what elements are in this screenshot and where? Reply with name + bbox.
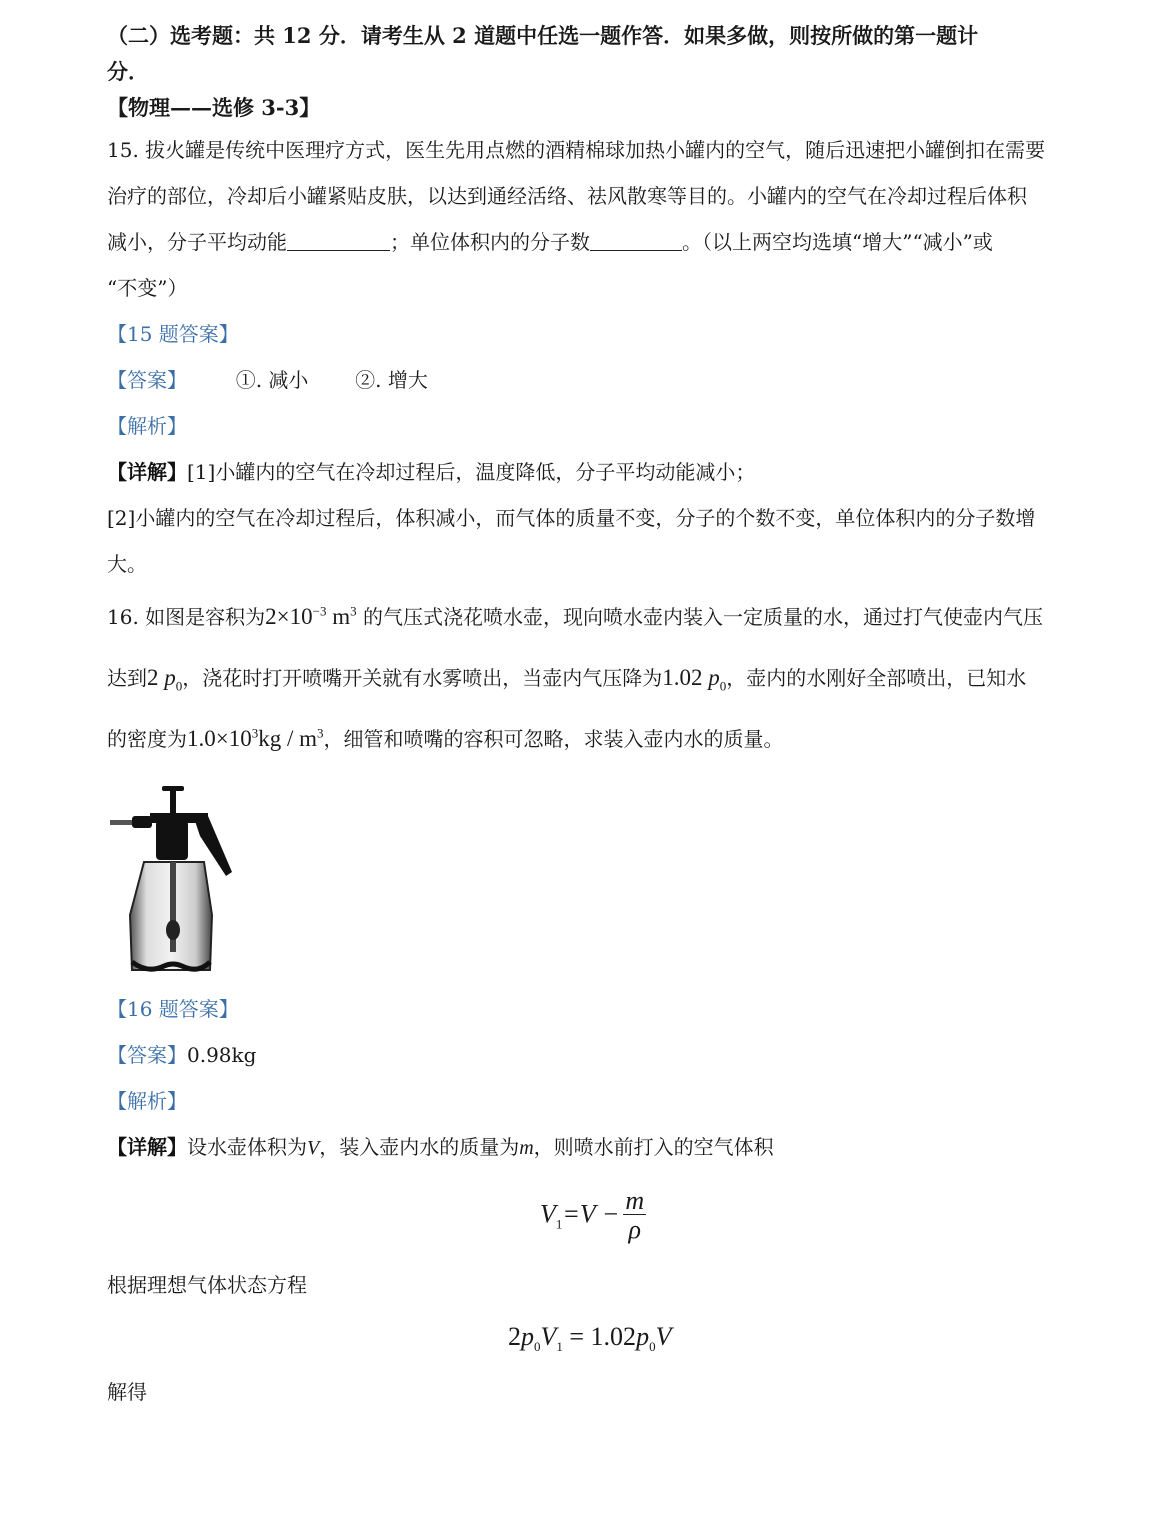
q15-detail-1 (107, 458, 755, 486)
q15-detail-1-text: [1]小罐内的空气在冷却过程后，温度降低，分子平均动能减小； (187, 460, 756, 484)
q15-answer-1: ①. 减小 (235, 368, 309, 392)
q15-analysis-label: 【解析】 (107, 414, 187, 438)
q16-l2-b: ，浇花时打开喷嘴开关就有水雾喷出，当壶内气压降为 (182, 666, 663, 690)
q16-p1-sub: 0 (175, 678, 183, 694)
eq2-p2: p (636, 1322, 650, 1351)
q15-text-line1: 15. 拔火罐是传统中医理疗方式，医生先用点燃的酒精棉球加热小罐内的空气，随后迅速把小罐倒扣在需要 (107, 138, 1046, 162)
q15-blank-1[interactable] (287, 230, 390, 251)
eq2-v-sub: 1 (556, 1339, 563, 1355)
q16-detail-label: 【详解】 (107, 1135, 187, 1159)
q16-text-line3 (107, 725, 784, 753)
q16-volume-math (265, 604, 356, 629)
q16-l3-b: ，细管和喷嘴的容积可忽略，求装入壶内水的质量。 (323, 727, 784, 751)
q15-detail-2: [2]小罐内的空气在冷却过程后，体积减小，而气体的质量不变，分子的个数不变，单位体积内的分子数增 (107, 506, 1036, 530)
q16-density-coef: 1.0×10 (187, 726, 252, 751)
q16-l1-a: 16. 如图是容积为 (107, 605, 266, 629)
q16-detail-a: 设水壶体积为 (187, 1135, 307, 1159)
solve-text: 解得 (107, 1380, 147, 1404)
q15-blank-2[interactable] (590, 230, 682, 251)
q15-answer-2: ②. 增大 (355, 368, 428, 392)
q16-l3-a: 的密度为 (107, 727, 187, 751)
q16-answer-header: 【16 题答案】 (107, 997, 239, 1021)
q16-p2-var: p (708, 665, 720, 690)
q16-volume-exp: −3 (312, 603, 327, 619)
q16-density-unit: kg / m (258, 726, 318, 751)
eq2-p2-sub: 0 (649, 1339, 656, 1355)
q16-density-math (187, 726, 324, 751)
q16-detail-c: ，则喷水前打入的空气体积 (533, 1135, 774, 1159)
eq1-mid: =V − (562, 1199, 620, 1229)
q16-detail-b: ，装入壶内水的质量为 (319, 1135, 520, 1159)
q15-detail-label: 【详解】 (107, 460, 187, 484)
q16-answer-label: 【答案】 (107, 1043, 187, 1067)
eq2-p: p (521, 1322, 534, 1351)
q15-text-line3 (107, 228, 993, 256)
q15-answer-label: 【答案】 (107, 368, 187, 392)
q15-detail-3: 大。 (107, 552, 147, 576)
eq2-equals: = 1.02 (562, 1322, 637, 1351)
q15-line3-part-a: 减小，分子平均动能 (107, 230, 287, 254)
eq2-v2: V (655, 1322, 672, 1351)
q16-l2-a: 达到 (107, 666, 147, 690)
eq1-fraction (623, 1188, 646, 1245)
equation-air-volume (540, 1188, 646, 1245)
q15-text-line4: “不变”） (107, 276, 188, 300)
q16-volume-unit-exp: 3 (350, 603, 357, 619)
q16-density-unit-exp: 3 (317, 725, 324, 741)
q16-p1-var: p (164, 665, 176, 690)
q16-l1-b: 的气压式浇花喷水壶，现向喷水壶内装入一定质量的水，通过打气使壶内气压 (363, 605, 1043, 629)
q15-answer-header: 【15 题答案】 (107, 322, 239, 346)
q16-answer-row (107, 1041, 256, 1069)
q16-density-exp: 3 (251, 725, 259, 741)
eq1-numerator: m (625, 1186, 645, 1215)
q16-p1-coef: 2 (147, 665, 159, 690)
q16-volume-unit: m (332, 604, 351, 629)
eq2-v: V (540, 1322, 557, 1351)
state-equation-text: 根据理想气体状态方程 (107, 1273, 307, 1297)
q16-var-m: m (519, 1137, 534, 1159)
q16-text-line2 (107, 664, 1026, 692)
q15-answer-row (107, 366, 428, 394)
q16-volume-coef: 2×10 (265, 604, 313, 629)
q16-p2-coef: 1.02 (662, 665, 703, 690)
q15-line3-part-c: 。（以上两空均选填“增大”“减小”或 (682, 230, 993, 254)
q16-pressure-2 (662, 665, 727, 694)
q16-detail-line (107, 1133, 774, 1162)
eq1-lhs: V (540, 1199, 556, 1229)
q16-answer-value: 0.98kg (187, 1043, 257, 1067)
section-heading-line1: （二）选考题：共 12 分．请考生从 2 道题中任选一题作答．如果多做，则按所做的第一题计 (107, 23, 979, 48)
q16-text-line1 (107, 603, 1043, 631)
q15-line3-part-b: ；单位体积内的分子数 (390, 230, 590, 254)
q15-text-line2: 治疗的部位，冷却后小罐紧贴皮肤，以达到通经活络、祛风散寒等目的。小罐内的空气在冷却过程后体积 (107, 184, 1027, 208)
q16-var-V: V (307, 1137, 320, 1159)
eq1-lhs-sub: 1 (555, 1216, 563, 1232)
sprayer-image (108, 780, 238, 975)
module-title: 【物理——选修 3-3】 (107, 95, 321, 120)
q16-pressure-1 (147, 665, 183, 694)
q16-analysis-label: 【解析】 (107, 1089, 187, 1113)
eq2-coef: 2 (508, 1322, 521, 1351)
q16-p2-sub: 0 (719, 678, 727, 694)
section-heading-line2: 分． (107, 59, 149, 84)
equation-ideal-gas (508, 1322, 672, 1355)
eq1-denominator: ρ (628, 1215, 642, 1244)
eq2-p-sub: 0 (534, 1339, 541, 1355)
q16-l2-c: ，壶内的水刚好全部喷出，已知水 (726, 666, 1027, 690)
